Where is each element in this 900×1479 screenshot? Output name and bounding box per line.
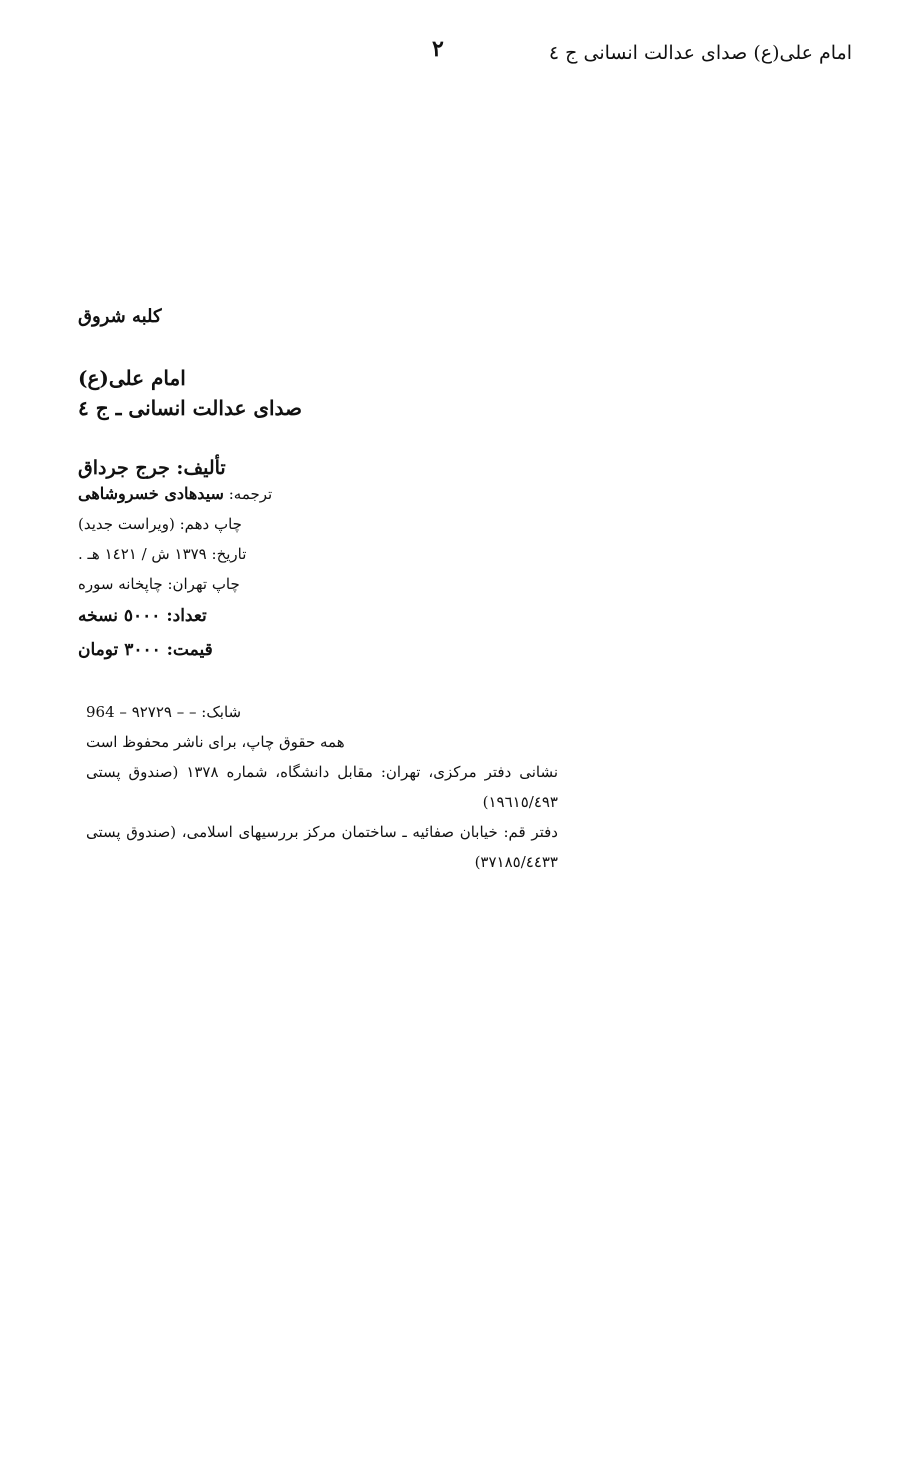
author-line: تألیف: جرج جرداق	[78, 457, 226, 479]
translator-label: ترجمه:	[228, 485, 273, 503]
colophon-block	[78, 306, 558, 877]
publication-info	[86, 697, 558, 877]
central-office-address: نشانی دفتر مرکزی، تهران: مقابل دانشگاه، شماره ١٣٧٨ (صندوق پستی ١٩٦١٥/٤٩٣)	[86, 763, 558, 811]
translator-name: سیدهادی خسروشاهی	[78, 484, 224, 503]
page-number: ٢	[432, 36, 444, 62]
book-title-line-1: امام علی(ع)	[78, 366, 186, 390]
date-line: تاریخ: ١٣٧٩ ش / ١٤٢١ هـ .	[78, 545, 247, 563]
copies-line: تعداد: ٥٠٠٠ نسخه	[78, 606, 207, 626]
isbn-line: شابک: – – ٩٢٧٢٩ – 964	[86, 703, 242, 721]
running-header-title: امام علی(ع) صدای عدالت انسانی ج ٤	[548, 42, 852, 64]
translator-line	[78, 479, 558, 509]
publisher-name: کلبه شروق	[78, 306, 162, 327]
price-line: قیمت: ٣٠٠٠ تومان	[78, 640, 213, 660]
book-title-line-2: صدای عدالت انسانی ـ ج ٤	[78, 396, 303, 420]
edition-line: چاپ دهم: (ویراست جدید)	[78, 515, 242, 533]
qom-office-address: دفتر قم: خیابان صفائیه ـ ساختمان مرکز بررسیهای اسلامی، (صندوق پستی ٣٧١٨٥/٤٤٣٣)	[86, 823, 558, 871]
printer-line: چاپ تهران: چاپخانه سوره	[78, 575, 240, 593]
rights-line: همه حقوق چاپ، برای ناشر محفوظ است	[86, 733, 345, 751]
